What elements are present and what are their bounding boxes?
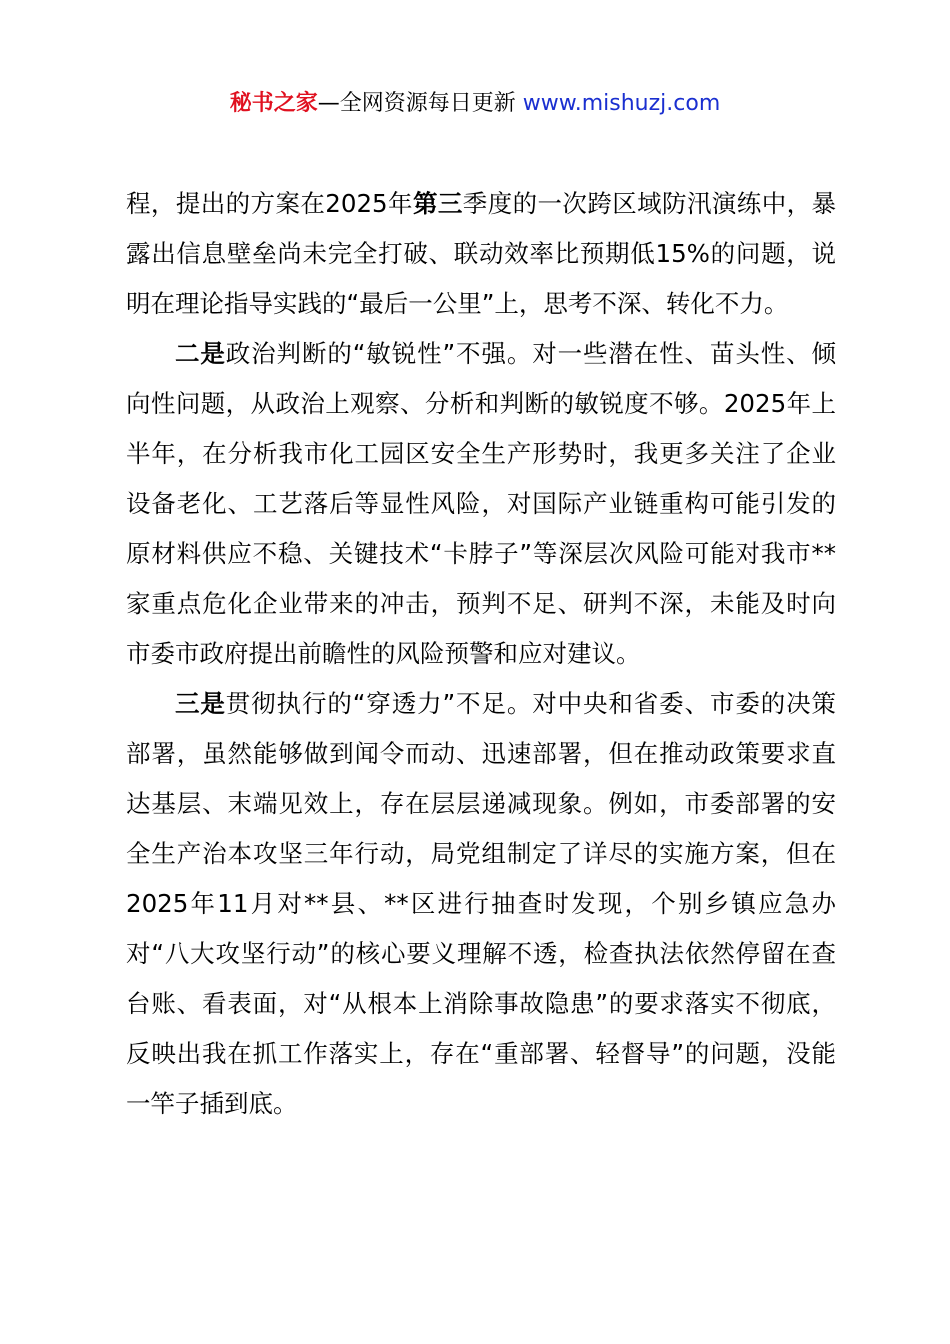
paragraph-text: 季度的一次跨区域防汛演练中，暴露出信息壁垒尚未完全打破、联动效率比预期低15%的问题，说明在理论指导实践的“最后一公里”上，思考不深、转化不力。 xyxy=(126,189,837,318)
paragraph-lead: 三是 xyxy=(175,689,226,718)
document-body xyxy=(126,179,836,1129)
site-brand: 秘书之家 xyxy=(229,91,318,116)
paragraph-text: 贯彻执行的“穿透力”不足。对中央和省委、市委的决策部署，虽然能够做到闻令而动、迅速部署，但在推动政策要求直达基层、末端见效上，存在层层递减现象。例如，市委部署的安全生产治本攻坚三年行动，局党组制定了详尽的实施方案，但在2025年11月对**县、**区进行抽查时发现，个别乡镇应急办对“八大攻坚行动”的核心要义理解不透，检查执法依然停留在查台账、看表面，对“从根本上消除事故隐患”的要求落实不彻底，反映出我在抓工作落实上，存在“重部署、轻督导”的问题，没能一竿子插到底。 xyxy=(126,689,836,1118)
paragraph-text: 程，提出的方案在2025年 xyxy=(126,189,413,218)
site-url-link[interactable]: www.mishuzj.com xyxy=(522,91,721,116)
paragraph-lead: 二是 xyxy=(175,339,226,368)
site-header xyxy=(0,88,950,120)
bold-phrase: 第三 xyxy=(412,189,463,218)
paragraph-text: 政治判断的“敏锐性”不强。对一些潜在性、苗头性、倾向性问题，从政治上观察、分析和判断的敏锐度不够。2025年上半年，在分析我市化工园区安全生产形势时，我更多关注了企业设备老化、工艺落后等显性风险，对国际产业链重构可能引发的原材料供应不稳、关键技术“卡脖子”等深层次风险可能对我市**家重点危化企业带来的冲击，预判不足、研判不深，未能及时向市委市政府提出前瞻性的风险预警和应对建议。 xyxy=(126,339,836,668)
paragraph-two xyxy=(126,329,836,679)
site-tagline: —全网资源每日更新 xyxy=(317,91,523,116)
paragraph-continuation xyxy=(126,179,836,329)
paragraph-three xyxy=(126,679,836,1129)
